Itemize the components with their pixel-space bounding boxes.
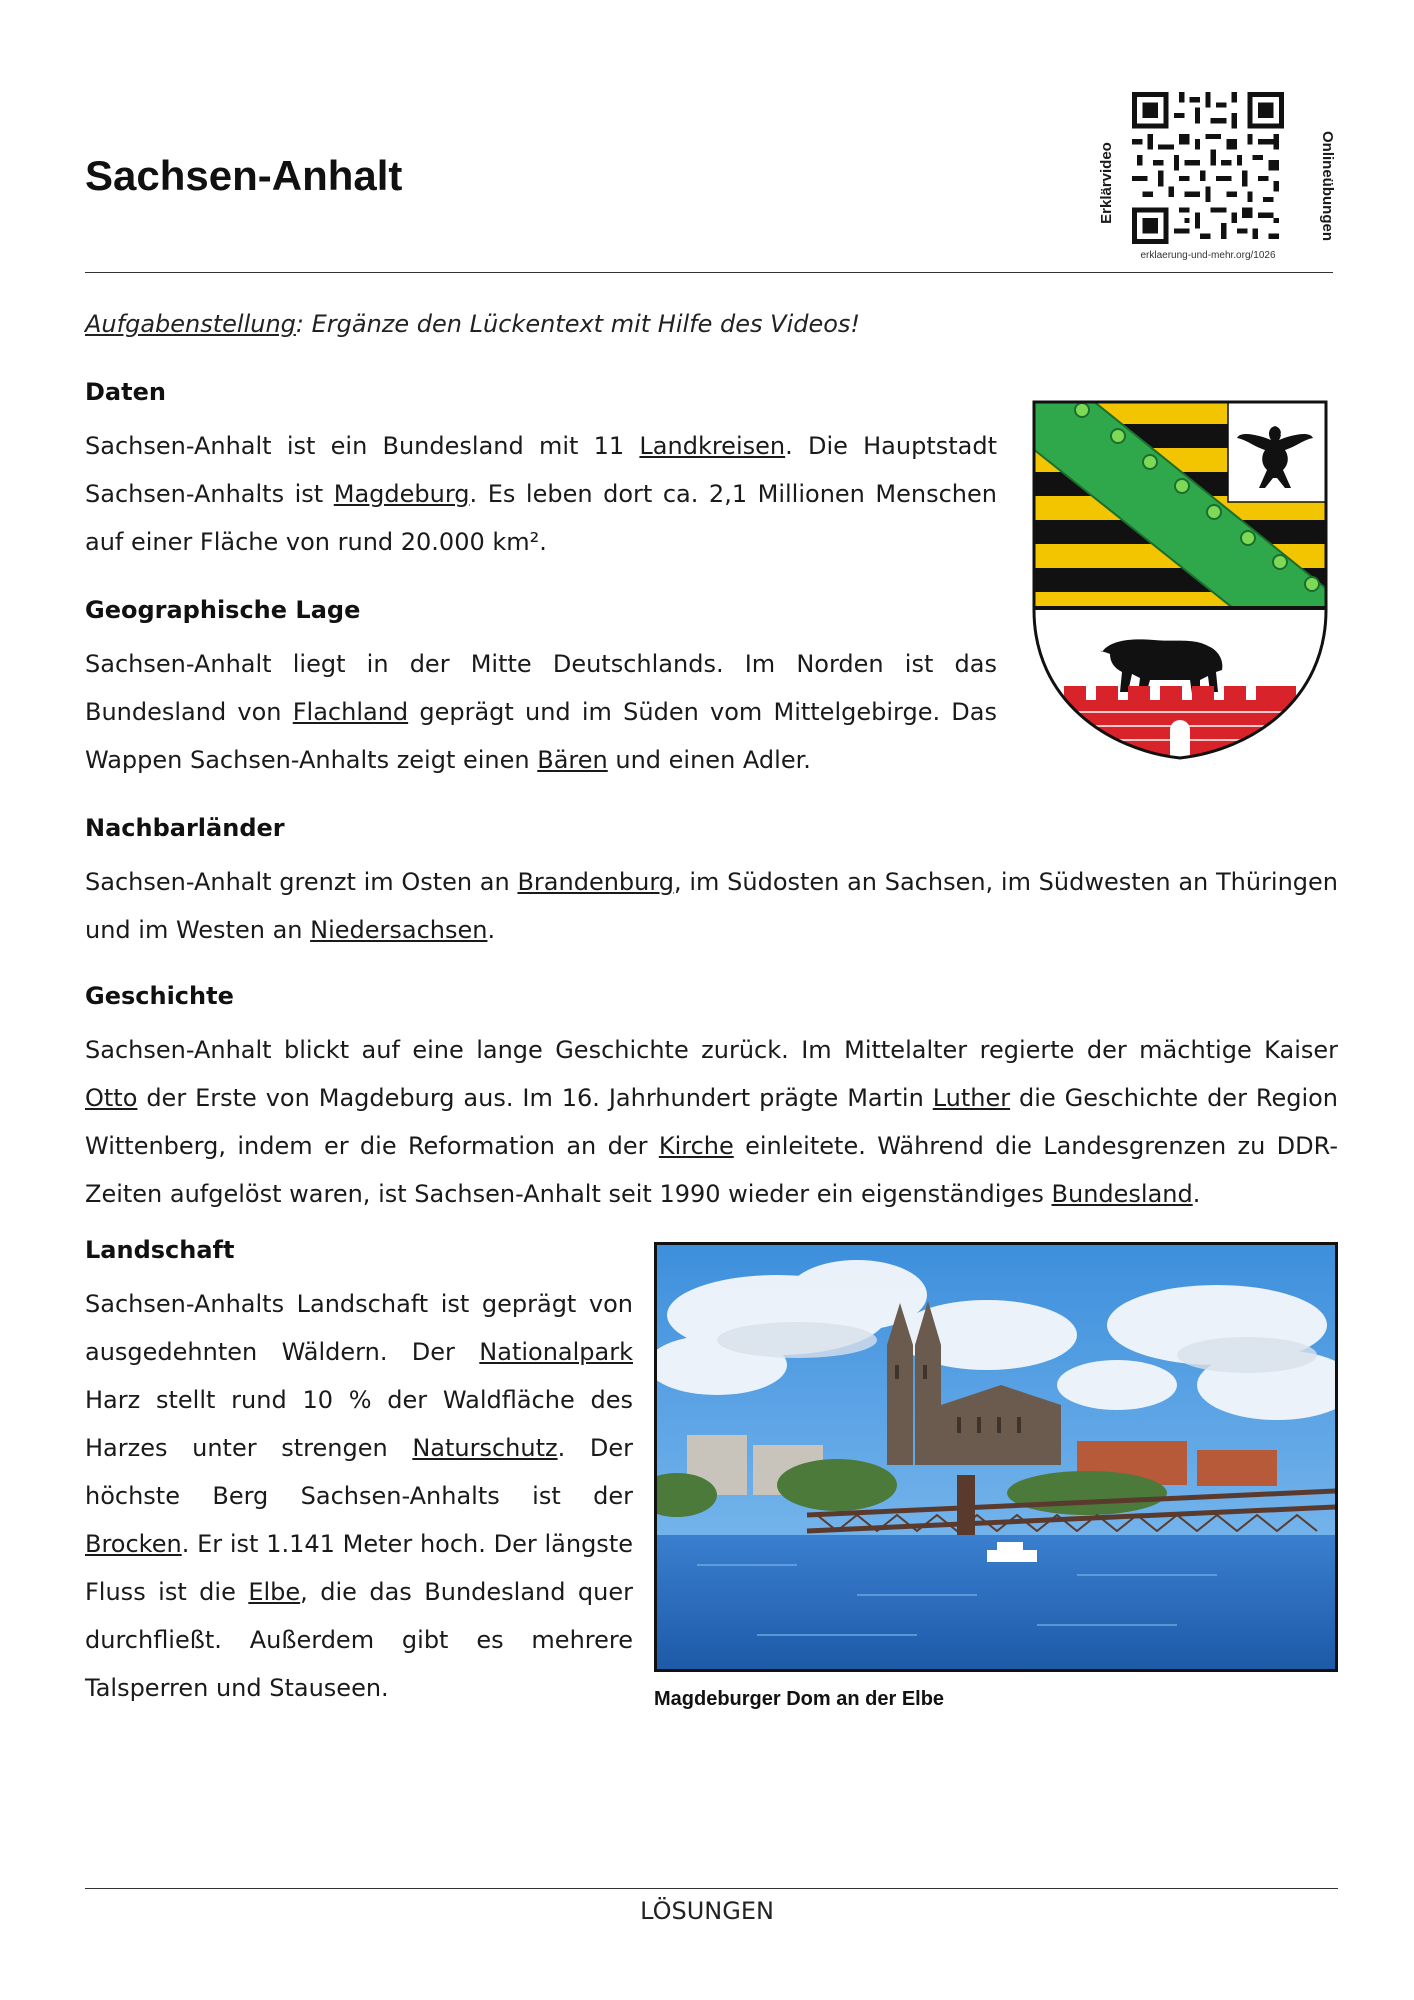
paragraph-landschaft xyxy=(85,1280,633,1712)
qr-block xyxy=(1078,88,1340,270)
text-span: . xyxy=(487,916,496,944)
text-span: , im Südosten an Sachsen, im Südwesten an Thüringen und im Westen an xyxy=(85,868,1338,944)
text-span: Sachsen-Anhalt grenzt im Osten an xyxy=(85,868,518,896)
text-span: Sachsen-Anhalts Landschaft ist geprägt von ausgedehnten Wäldern. Der xyxy=(85,1290,633,1366)
text-span: geprägt und im Süden vom Mittelgebirge. Das Wappen Sachsen-Anhalts zeigt einen xyxy=(85,698,997,774)
text-span: Sachsen-Anhalt liegt in der Mitte Deutschlands. Im Norden ist das Bundesland von xyxy=(85,650,997,726)
answer-brandenburg: Brandenburg xyxy=(517,868,675,896)
text-span: die Geschichte der Region Wittenberg, indem er die Reformation an der xyxy=(85,1084,1339,1160)
answer-brocken: Brocken xyxy=(85,1530,182,1558)
task-text: : Ergänze den Lückentext mit Hilfe des Videos! xyxy=(295,310,861,338)
answer-nationalpark: Nationalpark xyxy=(479,1338,633,1366)
paragraph-lage xyxy=(85,640,997,784)
section-heading-lage: Geographische Lage xyxy=(85,596,361,624)
footer-divider xyxy=(85,1888,1338,1889)
paragraph-geschichte xyxy=(85,1026,1338,1218)
qr-code[interactable] xyxy=(1132,92,1284,244)
answer-flachland: Flachland xyxy=(292,698,409,726)
text-span: . Die Hauptstadt Sachsen-Anhalts ist xyxy=(85,432,997,508)
text-span: . Er ist 1.141 Meter hoch. Der längste Fluss ist die xyxy=(85,1530,633,1606)
text-span: , die das Bundesland quer durchfließt. Außerdem gibt es mehrere Talsperren und Stauseen. xyxy=(85,1578,634,1702)
task-instruction xyxy=(85,310,860,338)
header-divider xyxy=(85,272,1333,273)
magdeburg-cathedral-photo xyxy=(654,1242,1338,1672)
answer-magdeburg: Magdeburg xyxy=(333,480,470,508)
text-span: . Es leben dort ca. 2,1 Millionen Menschen auf einer Fläche von rund 20.000 km². xyxy=(85,480,997,556)
qr-exercise-label: Onlineübungen xyxy=(1319,131,1336,241)
section-heading-geschichte: Geschichte xyxy=(85,982,234,1010)
task-label: Aufgabenstellung xyxy=(85,310,296,338)
text-span: Sachsen-Anhalt ist ein Bundesland mit 11 xyxy=(85,432,640,460)
text-span: und einen Adler. xyxy=(607,746,811,774)
qr-video-label: Erklärvideo xyxy=(1098,142,1115,224)
answer-kirche: Kirche xyxy=(658,1132,734,1160)
section-heading-daten: Daten xyxy=(85,378,166,406)
photo-caption: Magdeburger Dom an der Elbe xyxy=(654,1688,945,1710)
text-span: Sachsen-Anhalt blickt auf eine lange Geschichte zurück. Im Mittelalter regierte der mächtige Kaiser xyxy=(85,1036,1338,1064)
text-span: Harz stellt rund 10 % der Waldfläche des Harzes unter strengen xyxy=(85,1386,633,1462)
footer-label: LÖSUNGEN xyxy=(640,1897,774,1925)
text-span: der Erste von Magdeburg aus. Im 16. Jahrhundert prägte Martin xyxy=(137,1084,933,1112)
answer-otto: Otto xyxy=(85,1084,138,1112)
qr-url[interactable]: erklaerung-und-mehr.org/1026 xyxy=(1140,250,1276,261)
paragraph-nachbar xyxy=(85,858,1338,954)
text-span: einleitete. Während die Landesgrenzen zu DDR-Zeiten aufgelöst waren, ist Sachsen-Anhalt seit 1990 wieder ein eigenständiges xyxy=(85,1132,1338,1208)
text-span: . Der höchste Berg Sachsen-Anhalts ist der xyxy=(85,1434,633,1510)
section-heading-landschaft: Landschaft xyxy=(85,1236,235,1264)
page-title: Sachsen-Anhalt xyxy=(85,152,403,199)
coat-of-arms-image xyxy=(1032,400,1328,760)
answer-naturschutz: Naturschutz xyxy=(412,1434,558,1462)
answer-baeren: Bären xyxy=(537,746,608,774)
text-span: . xyxy=(1192,1180,1201,1208)
paragraph-daten xyxy=(85,422,997,566)
answer-elbe: Elbe xyxy=(248,1578,301,1606)
answer-luther: Luther xyxy=(932,1084,1011,1112)
answer-landkreisen: Landkreisen xyxy=(639,432,786,460)
answer-niedersachsen: Niedersachsen xyxy=(310,916,488,944)
answer-bundesland: Bundesland xyxy=(1051,1180,1193,1208)
section-heading-nachbar: Nachbarländer xyxy=(85,814,285,842)
